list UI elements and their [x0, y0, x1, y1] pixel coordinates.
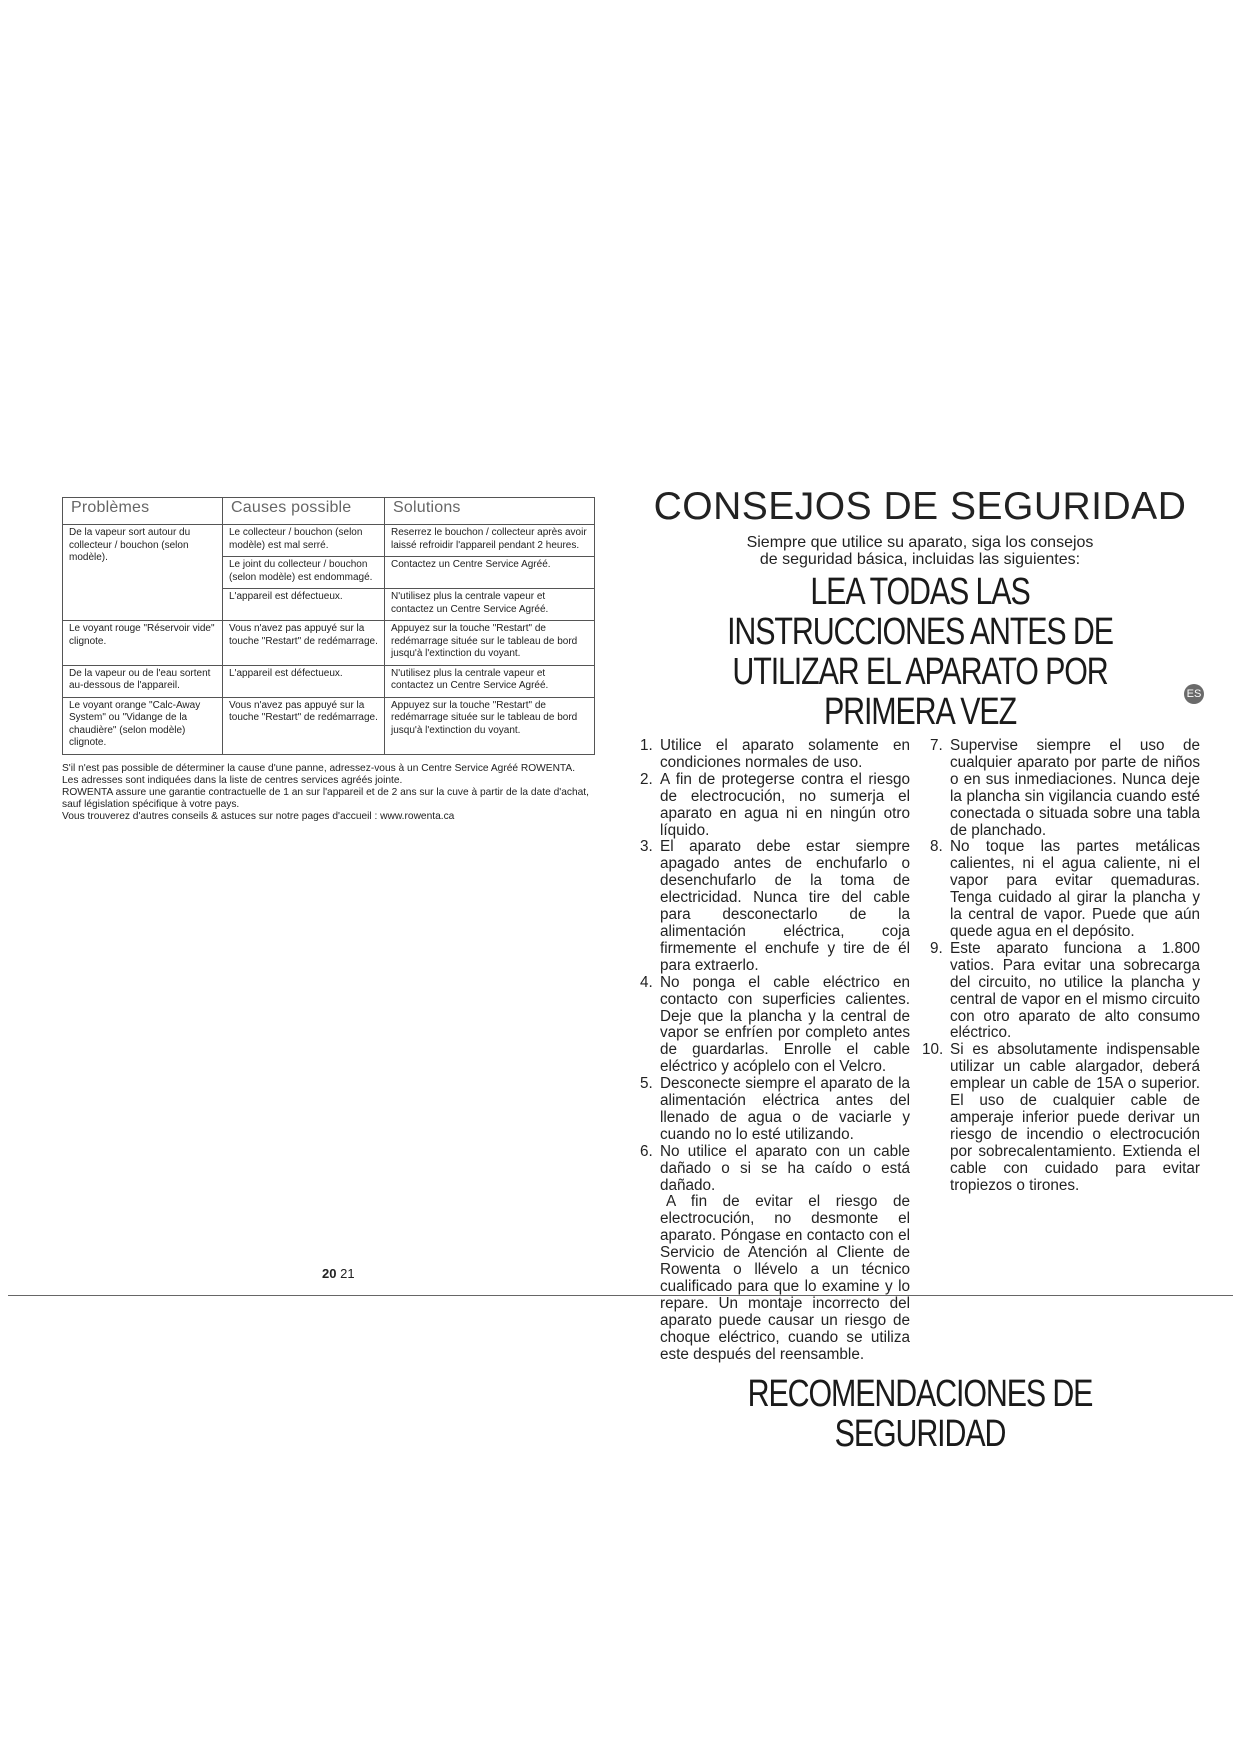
item-text: Desconecte siempre el aparato de la alimentación eléctrica antes del llenado de agua o de vaciarle y cuando no lo esté utilizando. — [660, 1075, 910, 1143]
table-cell-solution: Reserrez le bouchon / collecteur après avoir laissé refroidir l'appareil pendant 2 heures. — [385, 525, 595, 557]
item-text: No utilice el aparato con un cable dañado o si se ha caído o está dañado. — [660, 1142, 910, 1194]
item-text: El aparato debe estar siempre apagado antes de enchufarlo o desenchufarlo de la toma de electricidad. Nunca tire del cable para desconectarlo de la alimentación eléctrica, coja firmemente el enchufe y tire de él para extraerlo. — [660, 838, 910, 974]
service-note — [62, 763, 594, 824]
service-note-paragraph: S'il n'est pas possible de déterminer la cause d'une panne, adressez-vous à un Centre Service Agréé ROWENTA. Les adresses sont indiquées dans la liste de centres services agréés jointe. — [62, 762, 576, 786]
table-cell-cause: Vous n'avez pas appuyé sur la touche "Restart" de redémarrage. — [223, 697, 385, 754]
item-text: No toque las partes metálicas calientes, ni el agua caliente, ni el vapor para evitar quemaduras. Tenga cuidado al girar la plancha y la central de vapor. Puede que aún quede agua en el depósito. — [950, 838, 1200, 940]
list-item — [930, 941, 1200, 1042]
warranty-note-paragraph: ROWENTA assure une garantie contractuelle de 1 an sur l'appareil et de 2 ans sur la cuve à partir de la date d'achat, sauf législation spécifique à votre pays. — [62, 786, 589, 811]
table-row — [63, 525, 595, 557]
page-title: CONSEJOS DE SEGURIDAD — [653, 485, 1187, 528]
item-continuation: A fin de evitar el riesgo de electrocución, no desmonte el aparato. Póngase en contacto con el Servicio de Atención al Cliente de Rowenta o llévelo a un técnico cualificado para que lo examine y lo repare. Un montaje incorrecto del aparato puede causar un riesgo de choque eléctrico, cuando se utiliza este después del reensamble. — [660, 1193, 910, 1363]
table-cell-cause: L'appareil est défectueux. — [223, 589, 385, 621]
table-cell-solution: N'utilisez plus la centrale vapeur et contactez un Centre Service Agréé. — [385, 589, 595, 621]
intro-line: de seguridad básica, incluidas las siguientes: — [759, 551, 1081, 568]
item-text: A fin de protegerse contra el riesgo de electrocución, no sumerja el aparato en agua ni en ningún otro líquido. — [660, 770, 910, 839]
language-badge: ES — [1184, 684, 1204, 704]
table-row — [63, 665, 595, 697]
website-note-paragraph: Vous trouverez d'autres conseils & astuces sur notre pages d'accueil : www.rowenta.ca — [62, 811, 455, 823]
list-item — [922, 1041, 1200, 1194]
column-header-causes: Causes possible — [223, 498, 385, 525]
table-cell-cause: L'appareil est défectueux. — [223, 665, 385, 697]
list-item — [640, 1144, 910, 1195]
list-item — [640, 1076, 910, 1144]
table-row — [63, 621, 595, 666]
table-cell-solution: Contactez un Centre Service Agréé. — [385, 557, 595, 589]
item-number: 3. — [640, 838, 653, 856]
item-number: 1. — [640, 737, 653, 754]
safety-list — [640, 738, 1200, 1364]
intro-text — [640, 534, 1200, 568]
item-number: 10. — [922, 1041, 944, 1059]
read-instructions-heading: UTILIZAR EL APARATO POR PRIMERA VEZ — [732, 651, 1108, 733]
item-text: Supervise siempre el uso de cualquier aparato por parte de niños o en sus inmediaciones. Nunca deje la plancha sin vigilancia cuando esté conectada o situada sobre una tabla de planchado. — [950, 737, 1200, 839]
table-cell-cause: Vous n'avez pas appuyé sur la touche "Restart" de redémarrage. — [223, 621, 385, 666]
read-instructions-heading: LEA TODAS LAS INSTRUCCIONES ANTES DE — [727, 571, 1113, 653]
list-item — [930, 738, 1200, 839]
item-text: Este aparato funciona a 1.800 vatios. Para evitar una sobrecarga del circuito, no utilice la plancha y central de vapor en el mismo circuito con otro aparato de alto consumo eléctrico. — [950, 939, 1200, 1042]
table-cell-problem: Le voyant rouge "Réservoir vide" clignote. — [63, 621, 223, 666]
item-number: 8. — [930, 838, 943, 856]
list-item — [930, 839, 1200, 940]
list-item — [640, 772, 910, 840]
table-cell-solution: Appuyez sur la touche "Restart" de redémarrage située sur le tableau de bord jusqu'à l'extinction du voyant. — [385, 621, 595, 666]
table-cell-solution: Appuyez sur la touche "Restart" de redémarrage située sur le tableau de bord jusqu'à l'extinction du voyant. — [385, 697, 595, 754]
safety-column-left — [640, 738, 910, 1364]
column-header-solutions: Solutions — [385, 498, 595, 525]
item-number: 6. — [640, 1142, 653, 1160]
intro-line: Siempre que utilice su aparato, siga los consejos — [746, 534, 1094, 551]
item-number: 2. — [640, 770, 653, 788]
column-header-problems: Problèmes — [63, 498, 223, 525]
table-cell-cause: Le collecteur / bouchon (selon modèle) est mal serré. — [223, 525, 385, 557]
list-item — [640, 975, 910, 1076]
list-item — [640, 738, 910, 772]
safety-column-right — [922, 737, 1200, 1364]
troubleshooting-section — [62, 497, 594, 824]
table-cell-problem: De la vapeur sort autour du collecteur / bouchon (selon modèle). — [63, 525, 223, 621]
safety-section — [640, 486, 1200, 1454]
page-number-right: 21 — [340, 1266, 355, 1281]
table-cell-problem: Le voyant orange "Calc-Away System" ou "Vidange de la chaudière" (selon modèle) clignote. — [63, 697, 223, 754]
table-header-row — [63, 498, 595, 525]
item-text: Si es absolutamente indispensable utilizar un cable alargador, deberá emplear un cable de 15A o superior. El uso de cualquier cable de amperaje inferior puede derivar un riesgo de incendio o electrocución por sobrecalentamiento. Extienda el cable con cuidado para evitar tropiezos o tirones. — [950, 1041, 1200, 1194]
item-number: 4. — [640, 973, 653, 991]
page-numbers — [322, 1266, 355, 1281]
list-item — [640, 839, 910, 974]
table-cell-solution: N'utilisez plus la centrale vapeur et contactez un Centre Service Agréé. — [385, 665, 595, 697]
item-text: Utilice el aparato solamente en condiciones normales de uso. — [660, 737, 910, 771]
item-number: 5. — [640, 1075, 653, 1093]
recommendations-heading: RECOMENDACIONES DE SEGURIDAD — [747, 1372, 1093, 1455]
item-number: 9. — [930, 939, 943, 957]
item-text: No ponga el cable eléctrico en contacto con superficies calientes. Deje que la plancha y la central de vapor se enfríen por completo antes de guardarlas. Enrolle el cable eléctrico y acóplelo con el Velcro. — [660, 973, 910, 1076]
table-row — [63, 697, 595, 754]
item-number: 7. — [930, 737, 943, 754]
table-cell-problem: De la vapeur ou de l'eau sortent au-dessous de l'appareil. — [63, 665, 223, 697]
table-cell-cause: Le joint du collecteur / bouchon (selon modèle) est endommagé. — [223, 557, 385, 589]
page-number-left: 20 — [322, 1266, 337, 1281]
troubleshooting-table — [62, 497, 595, 755]
